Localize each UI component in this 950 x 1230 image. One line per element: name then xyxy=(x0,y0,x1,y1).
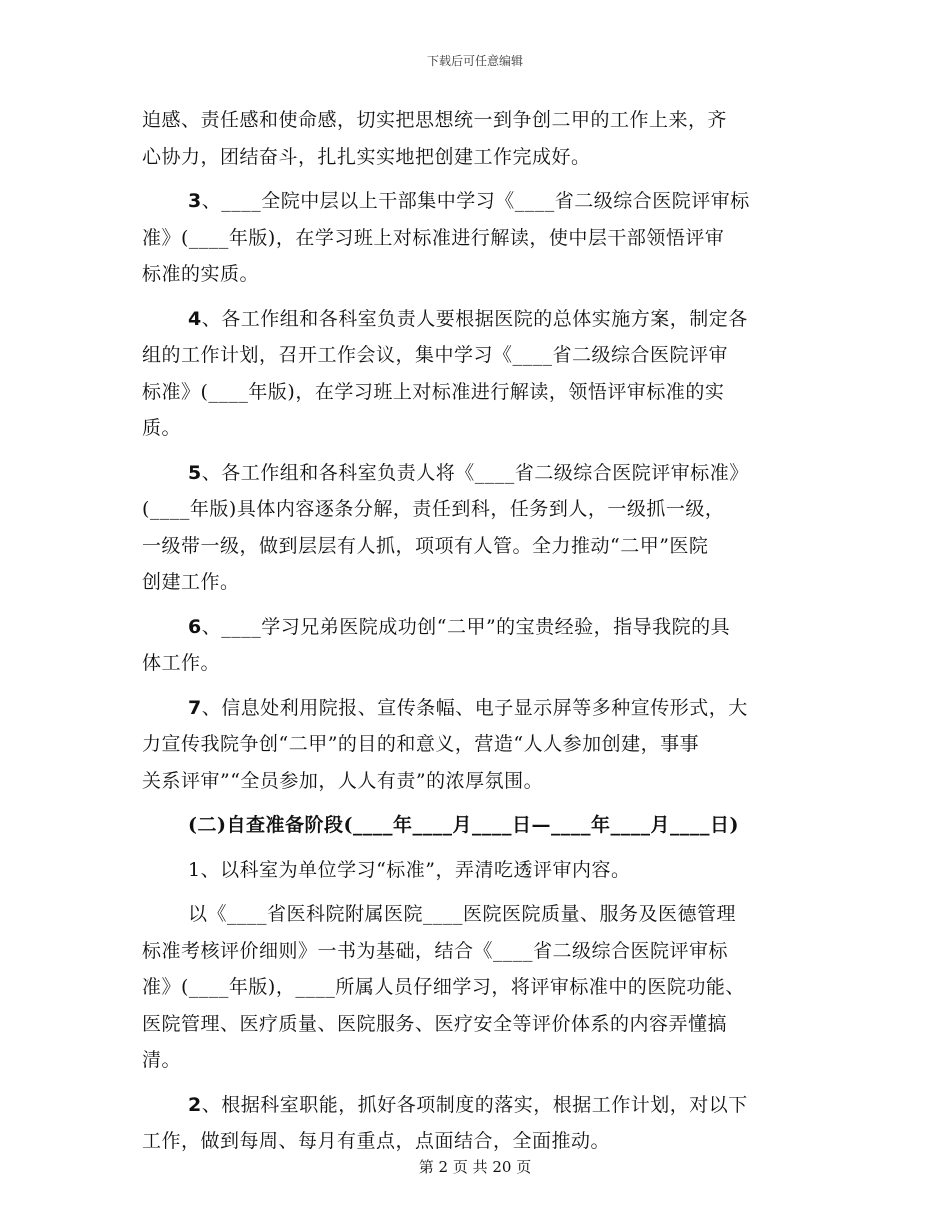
text-line xyxy=(142,410,812,447)
text-line xyxy=(142,1123,812,1160)
line-text: 、根据科室职能，抓好各项制度的落实，根据工作计划，对以下 xyxy=(201,1093,748,1116)
line-text: 质。 xyxy=(142,417,182,439)
line-text: 力宣传我院争创“二甲”的目的和意义，营造“人人参加创建，事事 xyxy=(142,733,700,755)
text-line xyxy=(142,455,812,492)
item-number: 7 xyxy=(188,696,202,719)
text-line xyxy=(142,102,812,139)
item-number: 6 xyxy=(188,615,202,638)
line-text: 准》(____年版)，____所属人员仔细学习，将评审标准中的医院功能、 xyxy=(142,976,745,998)
item-number: 3 xyxy=(188,190,202,212)
paragraph-p5 xyxy=(142,455,812,601)
line-text: (____年版)具体内容逐条分解，责任到科，任务到人，一级抓一级， xyxy=(142,498,725,520)
paragraph-q2 xyxy=(142,1087,812,1160)
text-line xyxy=(142,337,812,374)
item-number: 4 xyxy=(188,307,202,330)
text-line xyxy=(142,852,812,889)
text-line xyxy=(142,491,812,528)
text-line xyxy=(142,301,812,338)
line-text: 、____学习兄弟医院成功创“二甲”的宝贵经验，指导我院的具 xyxy=(201,615,731,638)
text-line xyxy=(142,564,812,601)
line-text: 心协力，团结奋斗，扎扎实实地把创建工作完成好。 xyxy=(142,145,591,168)
line-text: 1、以科室为单位学习“标准”，弄清吃透评审内容。 xyxy=(188,858,631,881)
line-text: 体工作。 xyxy=(142,652,221,674)
text-line xyxy=(142,1042,812,1079)
page-footer: 第 2 页 共 20 页 xyxy=(418,1158,532,1176)
text-line xyxy=(142,763,812,800)
text-line xyxy=(142,220,812,257)
page-header: 下载后可任意编辑 xyxy=(426,54,523,68)
text-line xyxy=(142,933,812,970)
line-text: 标准》(____年版)，在学习班上对标准进行解读，领悟评审标准的实 xyxy=(142,380,725,403)
line-text: 标准的实质。 xyxy=(142,263,260,285)
paragraph-p4 xyxy=(142,301,812,447)
paragraph-p7 xyxy=(142,690,812,800)
text-line xyxy=(142,896,812,933)
document-body xyxy=(142,102,812,1168)
line-text: 创建工作。 xyxy=(142,571,240,593)
text-line xyxy=(142,139,812,176)
line-text: 组的工作计划，召开工作会议，集中学习《____省二级综合医院评审 xyxy=(142,344,729,366)
text-line xyxy=(142,1006,812,1043)
text-line xyxy=(142,374,812,411)
paragraph-q1 xyxy=(142,852,812,889)
paragraph-q1b xyxy=(142,896,812,1079)
line-text: 、各工作组和各科室负责人要根据医院的总体实施方案，制定各 xyxy=(201,307,748,330)
line-text: 清。 xyxy=(142,1049,182,1071)
line-text: 准》(____年版)，在学习班上对标准进行解读，使中层干部领悟评审 xyxy=(142,226,725,249)
text-line xyxy=(142,609,812,646)
text-line xyxy=(142,183,812,220)
item-number: 2 xyxy=(188,1093,202,1116)
paragraph-p0 xyxy=(142,102,812,175)
line-text: 、信息处利用院报、宣传条幅、电子显示屏等多种宣传形式，大 xyxy=(201,696,748,719)
line-text: 一级带一级，做到层层有人抓，项项有人管。全力推动“二甲”医院 xyxy=(142,534,709,557)
text-line xyxy=(142,645,812,682)
text-line xyxy=(142,528,812,565)
line-text: 关系评审”“全员参加，人人有责”的浓厚氛围。 xyxy=(142,769,544,792)
line-text: 、____全院中层以上干部集中学习《____省二级综合医院评审标 xyxy=(201,190,750,212)
line-text: 、各工作组和各科室负责人将《____省二级综合医院评审标准》 xyxy=(201,461,749,484)
line-text: (二)自查准备阶段(____年____月____日—____年____月____日) xyxy=(188,814,739,836)
line-text: 以《____省医科院附属医院____医院医院质量、服务及医德管理 xyxy=(188,903,737,925)
paragraph-p3 xyxy=(142,183,812,293)
line-text: 医院管理、医疗质量、医院服务、医疗安全等评价体系的内容弄懂搞 xyxy=(142,1012,728,1035)
line-text: 标准考核评价细则》一书为基础，结合《____省二级综合医院评审标 xyxy=(142,939,729,962)
line-text: 工作，做到每周、每月有重点，点面结合，全面推动。 xyxy=(142,1130,611,1152)
text-line xyxy=(142,969,812,1006)
text-line xyxy=(142,807,812,844)
line-text: 迫感、责任感和使命感，切实把思想统一到争创二甲的工作上来，齐 xyxy=(142,109,728,131)
paragraph-h2 xyxy=(142,807,812,844)
text-line xyxy=(142,256,812,293)
text-line xyxy=(142,1087,812,1124)
paragraph-p6 xyxy=(142,609,812,682)
item-number: 5 xyxy=(188,461,202,484)
text-line xyxy=(142,726,812,763)
text-line xyxy=(142,690,812,727)
